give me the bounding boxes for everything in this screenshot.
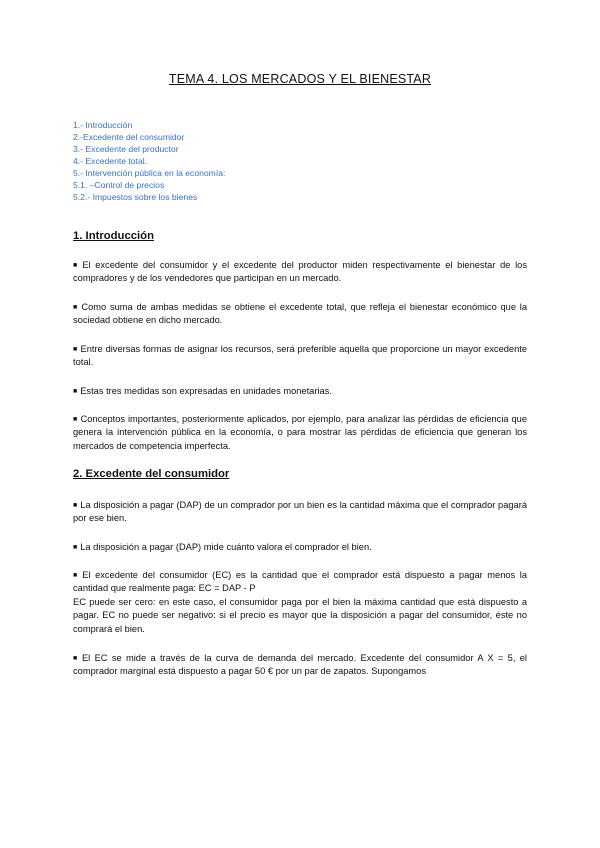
page-title: TEMA 4. LOS MERCADOS Y EL BIENESTAR	[168, 72, 432, 86]
paragraph-text: La disposición a pagar (DAP) de un comprador por un bien es la cantidad máxima que el comprador pagará por ese bien.	[73, 500, 527, 524]
paragraph	[73, 259, 527, 286]
bullet-icon: ■	[73, 572, 80, 579]
bullet-icon: ■	[73, 416, 78, 423]
section-heading-excedente-consumidor: 2. Excedente del consumidor	[73, 468, 230, 480]
paragraph	[73, 413, 527, 453]
paragraph	[73, 652, 527, 679]
toc-item[interactable]: 4.- Excedente total.	[73, 156, 148, 166]
paragraph-text: El excedente del consumidor (EC) es la cantidad que el comprador está dispuesto a pagar menos la cantidad que realmente paga: EC = DAP - P	[73, 570, 527, 594]
paragraph	[73, 541, 527, 554]
paragraph-text: El excedente del consumidor y el excedente del productor miden respectivamente el bienestar de los compradores y de los vendedores que participan en un mercado.	[73, 260, 527, 284]
toc-item[interactable]: 5.1. –Control de precios	[73, 180, 165, 190]
toc-item[interactable]: 5.- Intervención pública en la economía:	[73, 168, 226, 178]
section-heading-introduccion: 1. Introducción	[73, 230, 154, 242]
paragraph	[73, 343, 527, 370]
bullet-icon: ■	[73, 262, 80, 269]
toc-item[interactable]: 3.- Excedente del productor	[73, 144, 179, 154]
paragraph	[73, 301, 527, 328]
paragraph	[73, 499, 527, 526]
bullet-icon: ■	[73, 544, 78, 551]
paragraph-text: Estas tres medidas son expresadas en unidades monetarias.	[80, 386, 332, 396]
paragraph-text: Como suma de ambas medidas se obtiene el excedente total, que refleja el bienestar económico que la sociedad obtiene en dicho mercado.	[73, 302, 527, 326]
bullet-icon: ■	[73, 346, 78, 353]
paragraph-text: El EC se mide a través de la curva de demanda del mercado. Excedente del consumidor A X = 5, el comprador marginal está dispuesto a pagar 50 € por un par de zapatos. Supongamos	[73, 653, 527, 677]
paragraph-text: Entre diversas formas de asignar los recursos, será preferible aquella que proporcione un mayor excedente total.	[73, 344, 528, 368]
paragraph-text: EC puede ser cero: en este caso, el consumidor paga por el bien la máxima cantidad que está dispuesto a pagar. EC no puede ser negativo: si el precio es mayor que la disposición a pagar del consumidor, éste no comprará el bien.	[73, 596, 527, 634]
bullet-icon: ■	[73, 655, 79, 662]
toc-item[interactable]: 1.- Introducción	[73, 120, 133, 130]
toc-item[interactable]: 5.2.- Impuestos sobre los bienes	[73, 192, 198, 202]
toc-item[interactable]: 2.-Excedente del consumidor	[73, 132, 185, 142]
table-of-contents	[73, 119, 225, 203]
bullet-icon: ■	[73, 388, 78, 395]
bullet-icon: ■	[73, 304, 79, 311]
paragraph-text: Conceptos importantes, posteriormente aplicados, por ejemplo, para analizar las pérdidas de eficiencia que genera la intervención pública en la economía, o para mostrar las pérdidas de eficiencia que generan los mercados de competencia imperfecta.	[73, 414, 528, 451]
paragraph	[73, 569, 527, 636]
bullet-icon: ■	[73, 502, 78, 509]
paragraph-text: La disposición a pagar (DAP) mide cuánto valora el comprador el bien.	[80, 542, 372, 552]
paragraph	[73, 385, 527, 398]
